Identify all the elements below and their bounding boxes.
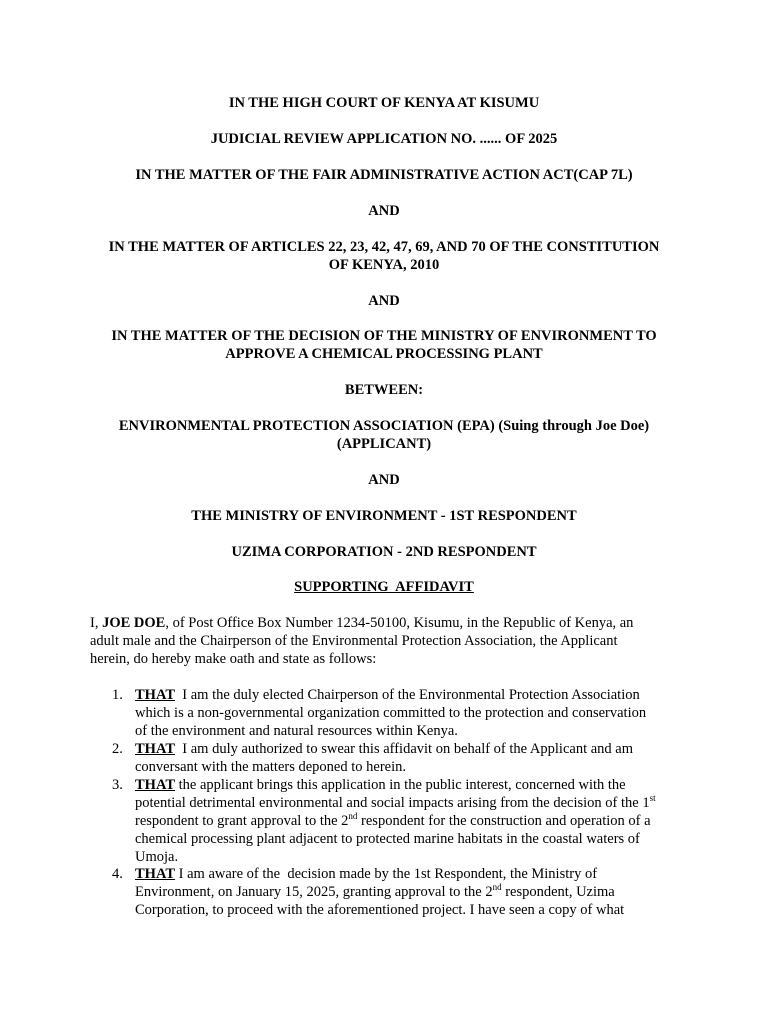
court-heading: IN THE HIGH COURT OF KENYA AT KISUMU <box>228 95 540 111</box>
list-item-number: 4. <box>112 866 123 882</box>
intro-line-3: herein, do hereby make oath and state as follows: <box>90 651 377 667</box>
matter-articles-heading-line1: IN THE MATTER OF ARTICLES 22, 23, 42, 47, 69, AND 70 OF THE CONSTITUTION <box>108 239 660 255</box>
list-item-text: THAT I am the duly elected Chairperson of the Environmental Protection Association which is a non-governmental organization committed to the protection and conservation of the environment and natural resources within Kenya. <box>135 687 647 739</box>
matter-act-heading: IN THE MATTER OF THE FAIR ADMINISTRATIVE ACTION ACT(CAP 7L) <box>135 167 633 183</box>
that-keyword: THAT <box>135 687 176 703</box>
document-title: SUPPORTING AFFIDAVIT <box>294 579 474 595</box>
and-separator-1: AND <box>368 203 400 219</box>
intro-line-1: I, JOE DOE, of Post Office Box Number 1234-50100, Kisumu, in the Republic of Kenya, an <box>90 615 634 631</box>
list-item-number: 1. <box>112 687 123 703</box>
that-keyword: THAT <box>135 777 176 793</box>
list-item-text: THAT I am duly authorized to swear this affidavit on behalf of the Applicant and am conversant with the matters deponed to herein. <box>135 741 633 775</box>
intro-paragraph <box>90 614 680 668</box>
second-respondent-heading: UZIMA CORPORATION - 2ND RESPONDENT <box>231 544 537 560</box>
deponent-name: JOE DOE <box>102 615 166 631</box>
matter-articles-heading-line2: OF KENYA, 2010 <box>328 257 440 273</box>
and-separator-2: AND <box>368 293 400 309</box>
matter-decision-heading-line1: IN THE MATTER OF THE DECISION OF THE MINISTRY OF ENVIRONMENT TO <box>111 328 657 344</box>
first-respondent-heading: THE MINISTRY OF ENVIRONMENT - 1ST RESPONDENT <box>191 508 577 524</box>
intro-line-2: adult male and the Chairperson of the Environmental Protection Association, the Applicant <box>90 633 618 649</box>
that-keyword: THAT <box>135 741 176 757</box>
between-heading: BETWEEN: <box>344 382 424 398</box>
list-item-text: THAT I am aware of the decision made by the 1st Respondent, the Ministry of Environment, on January 15, 2025, granting approval to the 2nd respondent, Uzima Corporation, to proceed with the aforementioned project. I have seen a copy of what <box>135 866 625 918</box>
matter-decision-heading-line2: APPROVE A CHEMICAL PROCESSING PLANT <box>225 346 543 362</box>
and-separator-3: AND <box>368 472 400 488</box>
that-keyword: THAT <box>135 866 176 882</box>
applicant-heading-line2: (APPLICANT) <box>336 436 432 452</box>
list-item-number: 3. <box>112 777 123 793</box>
applicant-heading-line1: ENVIRONMENTAL PROTECTION ASSOCIATION (EPA) (Suing through Joe Doe) <box>118 418 650 434</box>
list-item-text: THAT the applicant brings this application in the public interest, concerned with the potential detrimental environmental and social impacts arising from the decision of the 1st respondent to grant approval to the 2nd respondent for the construction and operation of a chemical processing plant adjacent to protected marine habitats in the coastal waters of Umoja. <box>135 777 656 865</box>
list-item-number: 2. <box>112 741 123 757</box>
application-number-heading: JUDICIAL REVIEW APPLICATION NO. ...... OF 2025 <box>210 131 558 147</box>
